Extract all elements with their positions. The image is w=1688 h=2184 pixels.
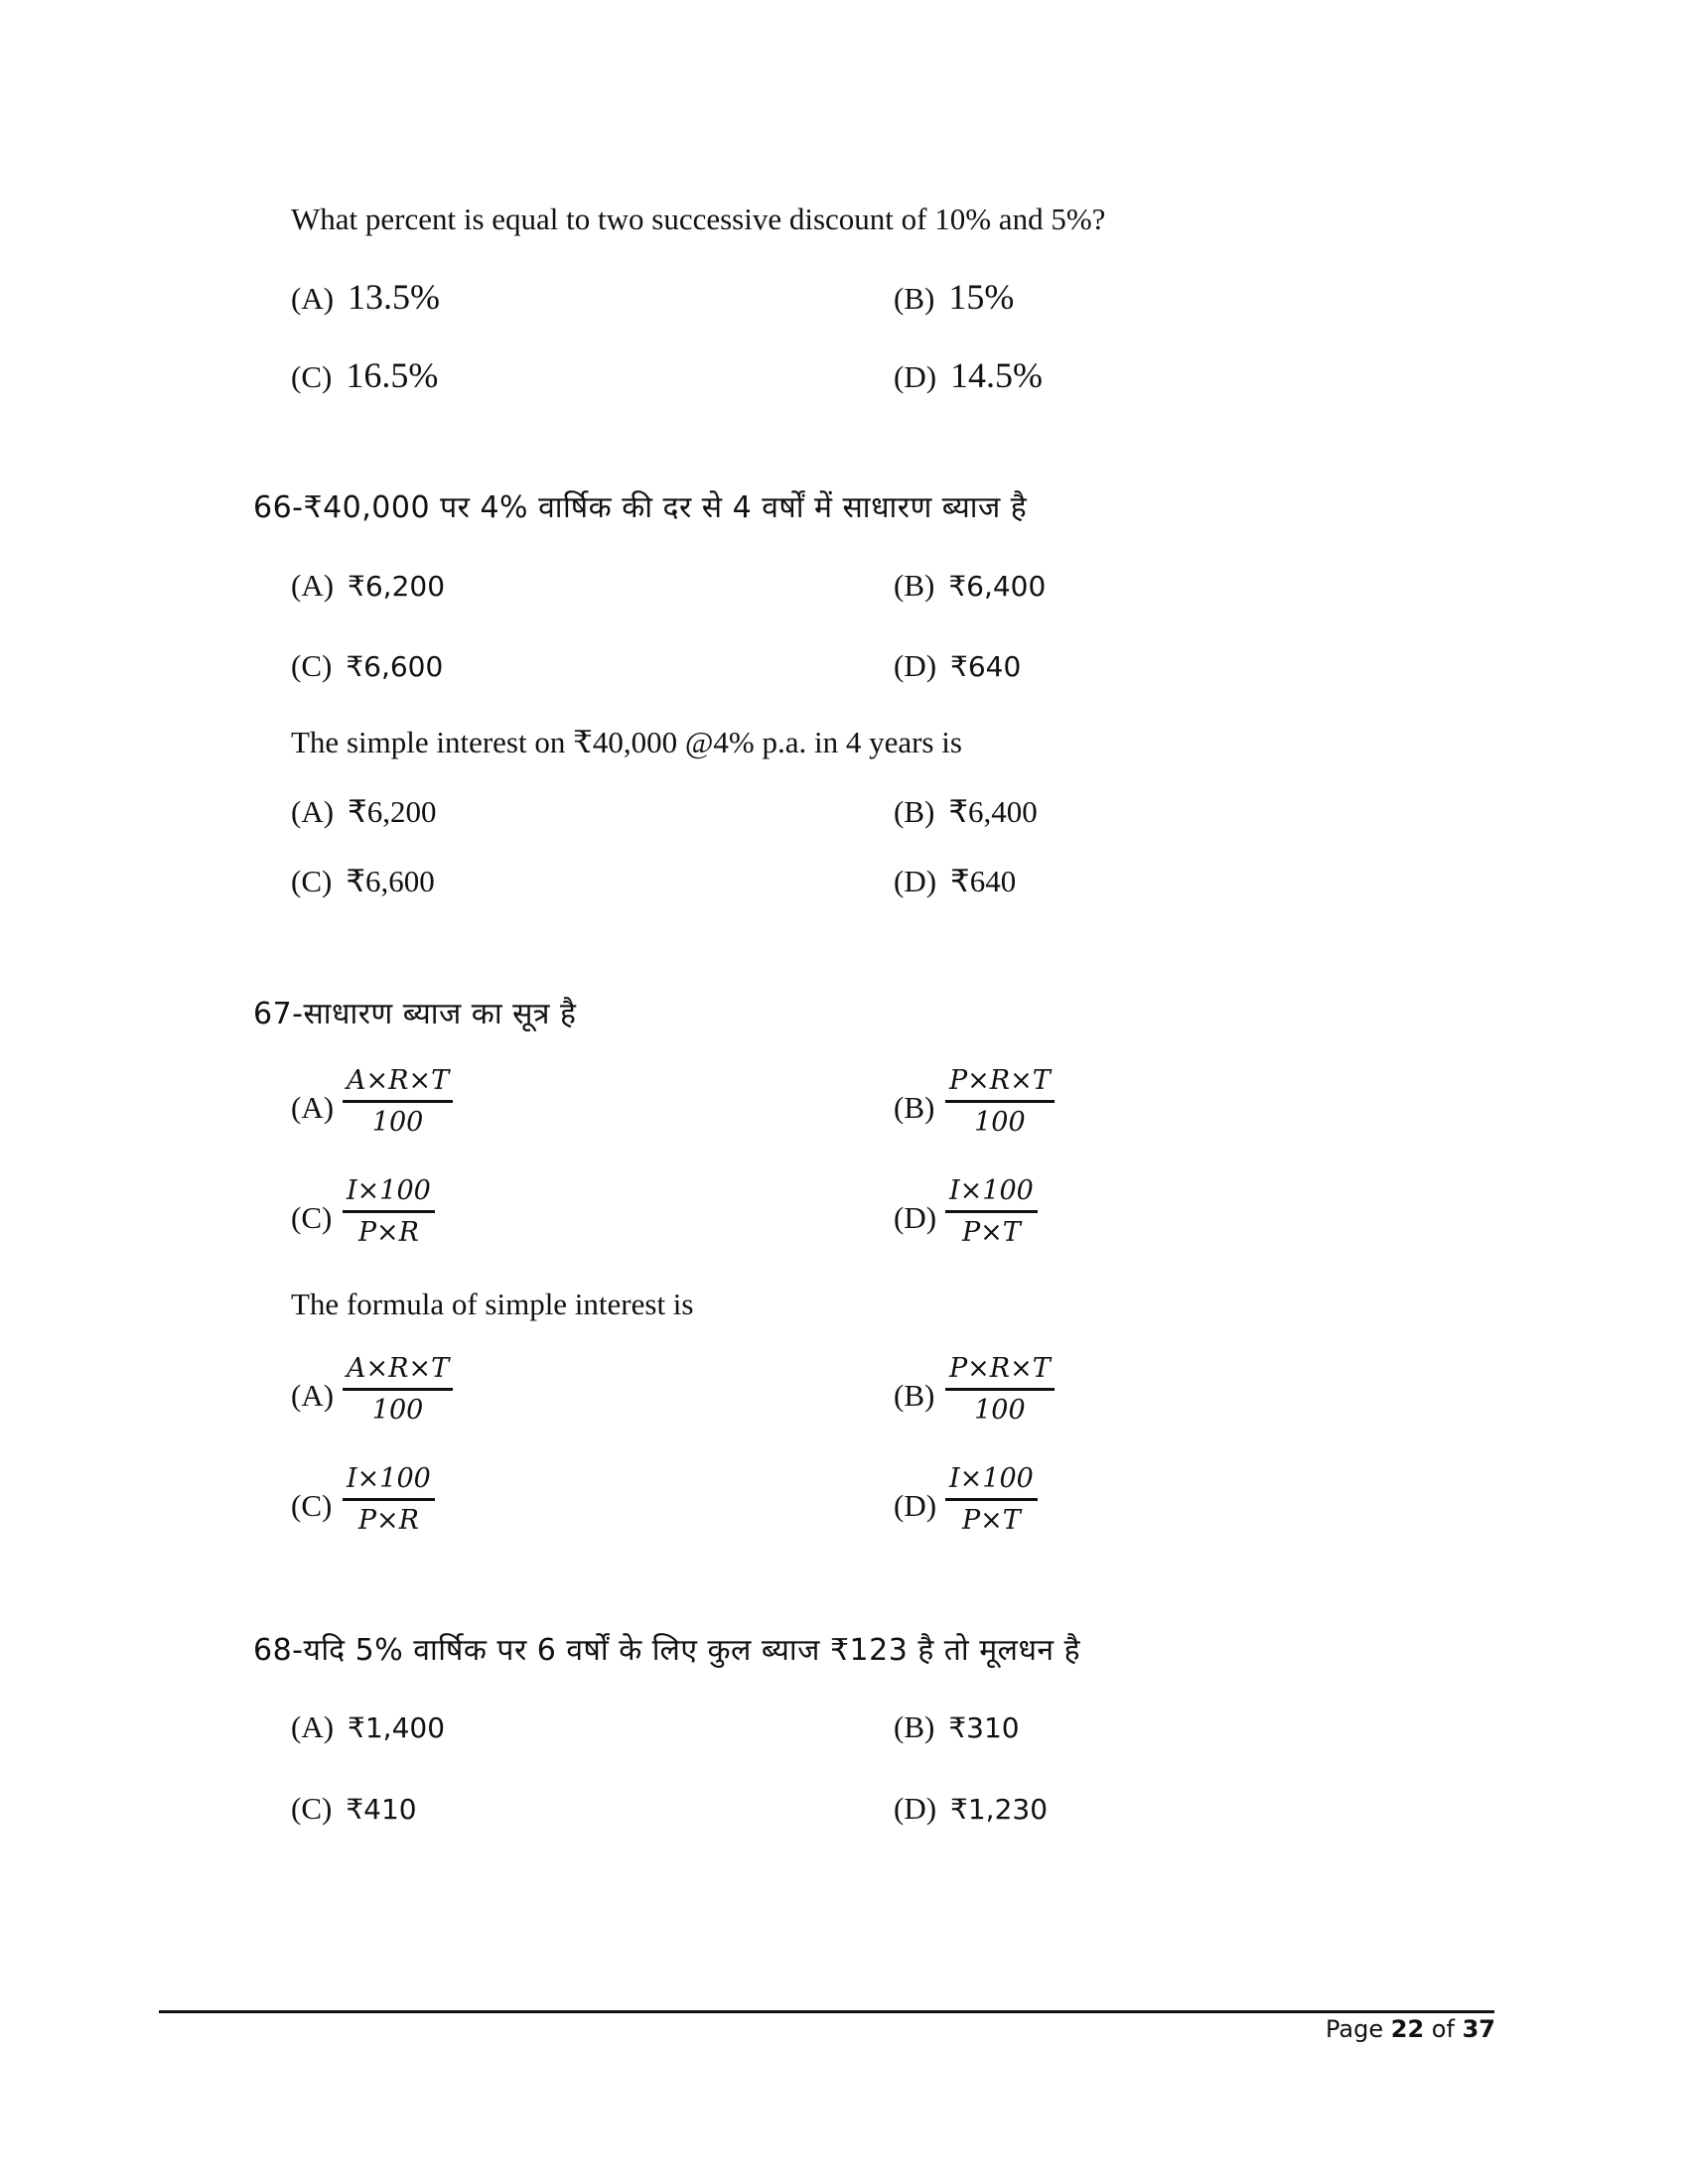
option-label: (A): [291, 281, 335, 316]
q66-hi-option-c[interactable]: [291, 648, 443, 684]
q67-en-option-b-label[interactable]: (B): [894, 1378, 935, 1413]
q67-en-option-d-fraction[interactable]: [945, 1463, 1038, 1536]
option-value: ₹310: [948, 1711, 1020, 1744]
fraction-numerator: A×R×T: [343, 1353, 453, 1391]
option-value: ₹6,400: [948, 794, 1038, 829]
option-label: (B): [894, 568, 935, 603]
option-value: 13.5%: [348, 277, 441, 317]
q65-option-a[interactable]: [291, 276, 440, 318]
page-number: [1326, 2015, 1495, 2043]
q66-hi-option-d[interactable]: [894, 648, 1021, 684]
page-current: 22: [1390, 2015, 1425, 2043]
option-value: ₹6,600: [346, 650, 444, 683]
option-label: (A): [291, 794, 335, 829]
option-label: (D): [894, 1791, 937, 1826]
fraction-denominator: 100: [371, 1395, 424, 1426]
option-label: (C): [291, 648, 333, 683]
page-total: 37: [1462, 2015, 1495, 2043]
page-of: of: [1431, 2015, 1455, 2043]
option-label: (C): [291, 864, 333, 898]
q66-hi-option-a[interactable]: [291, 568, 445, 604]
option-value: ₹1,230: [950, 1793, 1049, 1826]
q68-option-a[interactable]: [291, 1709, 445, 1745]
q67-en-option-a-fraction[interactable]: [343, 1353, 453, 1426]
question-65-text-en: What percent is equal to two successive discount of 10% and 5%?: [291, 202, 1106, 236]
q67-hi-option-d-fraction[interactable]: [945, 1175, 1038, 1248]
q66-en-option-d[interactable]: [894, 864, 1016, 899]
q67-hi-option-d-label[interactable]: (D): [894, 1200, 937, 1235]
fraction-numerator: P×R×T: [945, 1065, 1055, 1103]
q67-hi-option-c-fraction[interactable]: [343, 1175, 435, 1248]
question-67-text-en: The formula of simple interest is: [291, 1287, 694, 1321]
option-value: ₹6,200: [348, 794, 437, 829]
option-value: ₹1,400: [348, 1711, 446, 1744]
fraction-numerator: I×100: [343, 1463, 435, 1501]
fraction-denominator: P×R: [357, 1217, 419, 1248]
fraction-denominator: 100: [974, 1395, 1026, 1426]
q67-en-option-d-label[interactable]: (D): [894, 1488, 937, 1523]
option-value: ₹6,400: [948, 570, 1047, 603]
footer-divider: [159, 2010, 1494, 2013]
q66-en-option-c[interactable]: [291, 864, 435, 899]
question-67-text-hi: 67-साधारण ब्याज का सूत्र है: [253, 997, 577, 1031]
q65-option-b[interactable]: [894, 276, 1014, 318]
option-label: (A): [291, 1709, 335, 1744]
q67-hi-option-c-label[interactable]: (C): [291, 1200, 333, 1235]
option-value: ₹640: [950, 864, 1017, 898]
q66-hi-option-b[interactable]: [894, 568, 1046, 604]
fraction-numerator: A×R×T: [343, 1065, 453, 1103]
q68-option-d[interactable]: [894, 1791, 1048, 1827]
q67-en-option-c-fraction[interactable]: [343, 1463, 435, 1536]
option-label: (B): [894, 281, 935, 316]
option-label: (A): [291, 568, 335, 603]
fraction-denominator: P×R: [357, 1505, 419, 1536]
q67-hi-option-b-label[interactable]: (B): [894, 1090, 935, 1125]
option-label: (C): [291, 1791, 333, 1826]
fraction-numerator: I×100: [343, 1175, 435, 1213]
question-66-text-hi: 66-₹40,000 पर 4% वार्षिक की दर से 4 वर्षों में साधारण ब्याज है: [253, 490, 1028, 525]
option-label: (D): [894, 359, 937, 394]
option-label: (B): [894, 794, 935, 829]
fraction-denominator: P×T: [962, 1505, 1021, 1536]
q67-en-option-c-label[interactable]: (C): [291, 1488, 333, 1523]
option-label: (D): [894, 864, 937, 898]
question-68-text-hi: 68-यदि 5% वार्षिक पर 6 वर्षों के लिए कुल ब्याज ₹123 है तो मूलधन है: [253, 1633, 1081, 1668]
option-value: ₹640: [950, 650, 1022, 683]
option-label: (D): [894, 648, 937, 683]
fraction-denominator: 100: [974, 1107, 1026, 1138]
fraction-numerator: I×100: [945, 1175, 1038, 1213]
q67-hi-option-a-label[interactable]: (A): [291, 1090, 335, 1125]
q67-hi-option-b-fraction[interactable]: [945, 1065, 1055, 1138]
q65-option-c[interactable]: [291, 354, 438, 396]
option-value: ₹6,200: [348, 570, 446, 603]
fraction-denominator: P×T: [962, 1217, 1021, 1248]
question-66-text-en: The simple interest on ₹40,000 @4% p.a. in 4 years is: [291, 725, 962, 759]
q68-option-b[interactable]: [894, 1709, 1020, 1745]
q67-en-option-a-label[interactable]: (A): [291, 1378, 335, 1413]
q66-en-option-b[interactable]: [894, 794, 1038, 830]
fraction-denominator: 100: [371, 1107, 424, 1138]
option-value: 14.5%: [950, 355, 1044, 395]
option-label: (C): [291, 359, 333, 394]
q67-hi-option-a-fraction[interactable]: [343, 1065, 453, 1138]
option-value: 16.5%: [346, 355, 439, 395]
option-value: 15%: [948, 277, 1015, 317]
q68-option-c[interactable]: [291, 1791, 417, 1827]
q67-en-option-b-fraction[interactable]: [945, 1353, 1055, 1426]
fraction-numerator: P×R×T: [945, 1353, 1055, 1391]
option-value: ₹6,600: [346, 864, 435, 898]
option-value: ₹410: [346, 1793, 417, 1826]
option-label: (B): [894, 1709, 935, 1744]
page-prefix: Page: [1326, 2015, 1384, 2043]
q65-option-d[interactable]: [894, 354, 1043, 396]
fraction-numerator: I×100: [945, 1463, 1038, 1501]
q66-en-option-a[interactable]: [291, 794, 437, 830]
